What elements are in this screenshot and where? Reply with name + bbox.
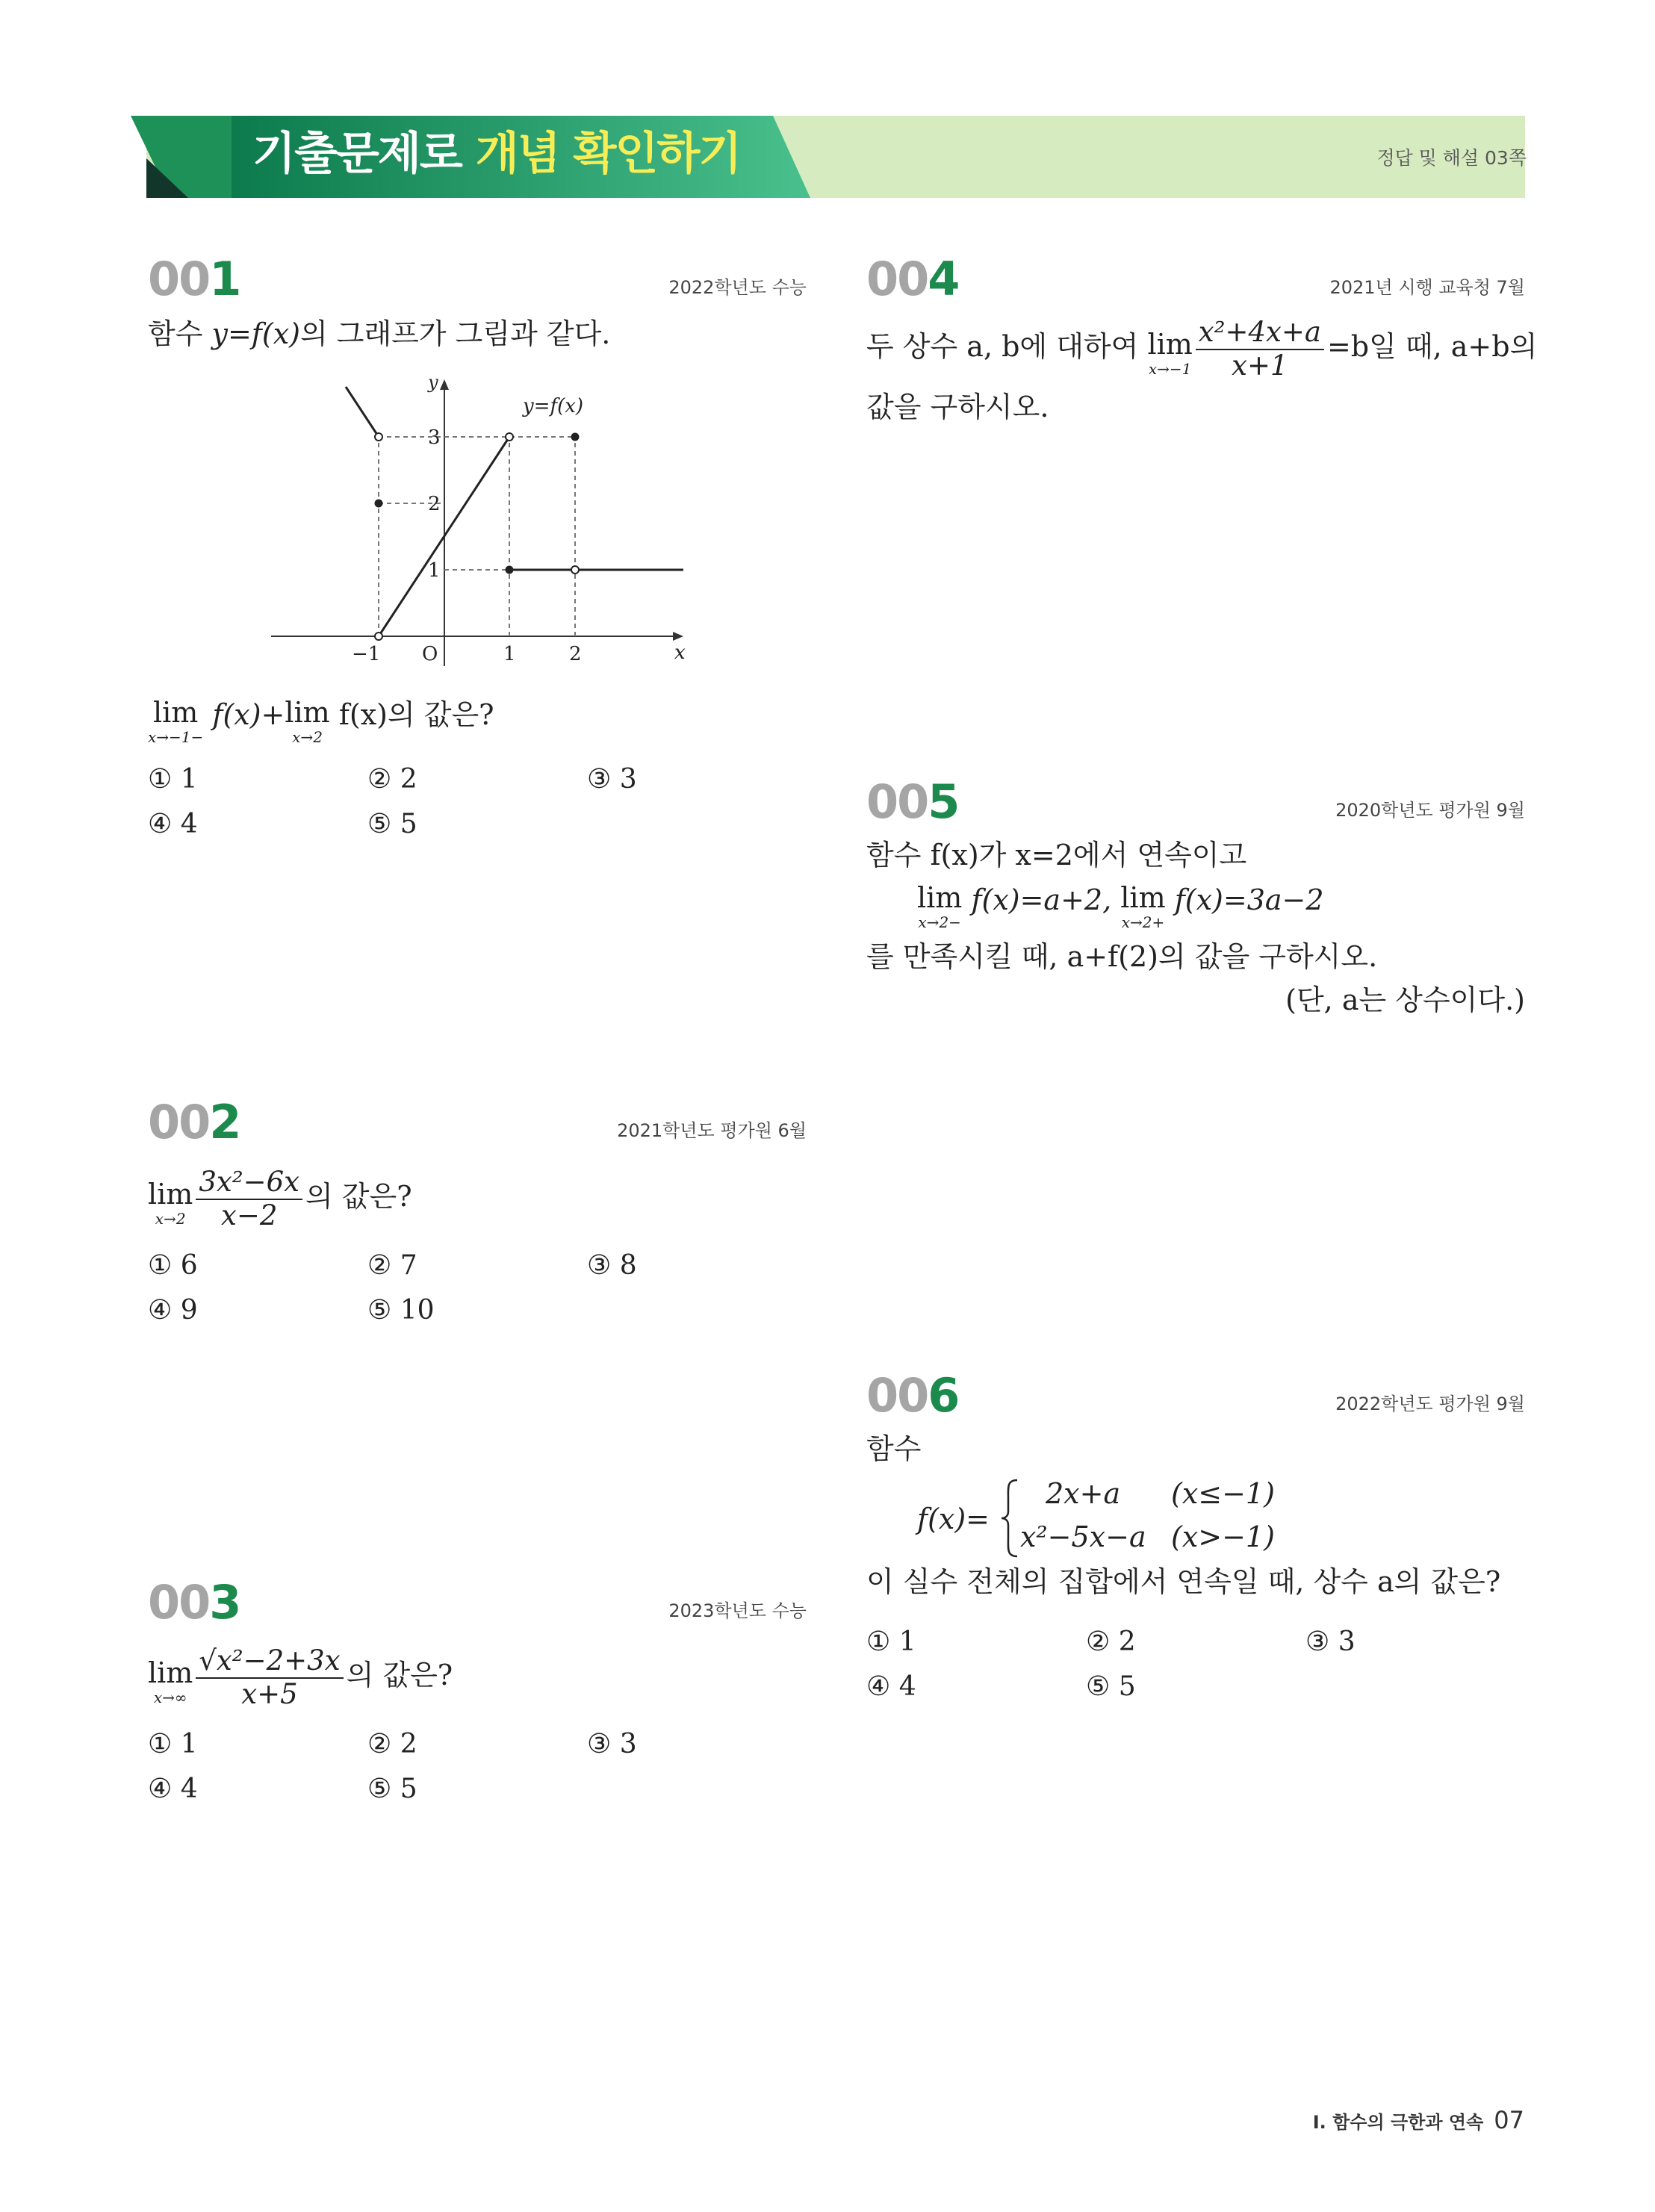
option-3[interactable]: ③ 8: [587, 1250, 637, 1281]
fraction: $\frac{\text{x²+4x+a}}{x+1}$: [1196, 317, 1324, 382]
x-axis-arrow: [673, 632, 683, 641]
problem-condition: (단, a는 상수이다.): [1285, 984, 1525, 1016]
banner-corner-fold: [131, 116, 232, 198]
option-3[interactable]: ③ 3: [587, 1729, 637, 1759]
chapter-title: I. 함수의 극한과 연속: [1312, 2112, 1484, 2133]
problem-line1: 함수 f(x)가 x=2에서 연속이고: [866, 839, 1247, 872]
problem-line3: 를 만족시킬 때, a+f(2)의 값을 구하시오.: [866, 940, 1378, 973]
problem-question: 이 실수 전체의 집합에서 연속일 때, 상수 a의 값은?: [866, 1565, 1501, 1598]
closed-point-minus1-2: [375, 500, 383, 508]
page-number: 07: [1494, 2106, 1524, 2134]
y-axis-label: y: [428, 373, 438, 393]
option-2[interactable]: ② 2: [367, 764, 417, 795]
open-point-minus1-0: [375, 633, 382, 640]
problem-number: 005: [866, 774, 959, 829]
page-footer: [1313, 2106, 1524, 2134]
option-3[interactable]: ③ 3: [1305, 1627, 1356, 1657]
open-point-2-1: [571, 566, 579, 574]
banner-graphic: [0, 0, 1655, 209]
function-graph: [265, 373, 691, 672]
option-1[interactable]: ① 1: [866, 1627, 916, 1657]
title-part-yellow: 개념 확인하기: [475, 128, 741, 180]
problem-number: 004: [866, 252, 959, 306]
problem-limits: lim x→2− f(x)=a+2, lim x→2+ f(x)=3a−2: [917, 881, 1324, 931]
option-4[interactable]: ④ 4: [148, 1774, 198, 1804]
option-5[interactable]: ⑤ 5: [367, 1774, 417, 1804]
fraction: $\frac{\text{3x²−6x}}{x-2}$: [196, 1166, 302, 1231]
problem-statement: 두 상수 a, b에 대하여 lim x→−1 $\frac{\text{x²+4x+a}}{x+1}$ =b일 때, a+b의: [866, 315, 1538, 382]
option-3[interactable]: ③ 3: [587, 764, 637, 795]
limit: lim x→−1: [1147, 328, 1193, 378]
limit: lim x→∞: [148, 1656, 193, 1706]
problem-number: 006: [866, 1368, 959, 1423]
piecewise-label: f(x)=: [917, 1503, 990, 1535]
x-tick-1: 1: [503, 643, 516, 665]
option-2[interactable]: ② 2: [1086, 1627, 1136, 1657]
problem-statement: 함수 y=f(x)의 그래프가 그림과 같다.: [148, 317, 611, 350]
problem-number: 003: [148, 1575, 240, 1630]
header-banner: [0, 0, 1655, 209]
option-2[interactable]: ② 2: [367, 1729, 417, 1759]
problem-004: [866, 252, 1538, 435]
option-4[interactable]: ④ 4: [148, 809, 198, 839]
closed-point-1-1: [506, 566, 514, 574]
case1-condition: (x≤−1): [1171, 1477, 1275, 1510]
problem-source: 2022학년도 평가원 9월: [1335, 1394, 1525, 1414]
case2-condition: (x>−1): [1171, 1520, 1275, 1553]
x-tick-2: 2: [569, 643, 582, 665]
y-tick-3: 3: [428, 426, 441, 449]
problem-source: 2021학년도 평가원 6월: [617, 1120, 807, 1141]
y-tick-1: 1: [428, 559, 441, 582]
problem-003: [148, 1575, 807, 1804]
case1-expression: 2x+a: [1046, 1477, 1121, 1510]
y-axis-arrow: [440, 379, 449, 390]
limit: lim x→2: [148, 1178, 193, 1228]
piecewise-brace: [999, 1477, 1020, 1559]
problem-source: 2022학년도 수능: [668, 277, 807, 298]
problem-005: [866, 774, 1525, 1025]
x-axis-label: x: [674, 641, 686, 664]
problem-source: 2023학년도 수능: [668, 1600, 807, 1621]
problem-number: 002: [148, 1095, 240, 1149]
problem-question: lim x→−1− f(x)+ lim x→2 f(x)의 값은?: [148, 696, 494, 746]
origin-label: O: [422, 643, 438, 665]
limit-at-2: lim x→2: [285, 696, 330, 746]
limit-right: lim x→2+: [1120, 881, 1166, 931]
option-4[interactable]: ④ 9: [148, 1295, 198, 1326]
option-2[interactable]: ② 7: [367, 1250, 417, 1281]
graph-left-segment: [346, 387, 379, 437]
page-title: [252, 118, 740, 182]
x-tick-minus1: −1: [352, 643, 381, 665]
open-point-1-3: [506, 433, 513, 441]
problem-source: 2020학년도 평가원 9월: [1335, 800, 1525, 821]
option-1[interactable]: ① 6: [148, 1250, 198, 1281]
fraction: $\frac{\text{√x²−2+3x}}{x+5}$: [196, 1645, 343, 1710]
option-5[interactable]: ⑤ 10: [367, 1295, 435, 1326]
problem-002: [148, 1095, 807, 1326]
title-part-white: 기출문제로: [252, 128, 462, 180]
closed-point-2-3: [571, 433, 580, 441]
function-label: y=f(x): [523, 395, 584, 417]
option-5[interactable]: ⑤ 5: [367, 809, 417, 839]
problem-statement-line2: 값을 구하시오.: [866, 391, 1049, 423]
answer-reference: 정답 및 해설 03쪽: [1376, 147, 1527, 169]
problem-question: lim x→∞ $\frac{\text{√x²−2+3x}}{x+5}$ 의 값은?: [148, 1644, 453, 1710]
option-4[interactable]: ④ 4: [866, 1671, 916, 1702]
option-1[interactable]: ① 1: [148, 1729, 198, 1759]
limit-left: lim x→−1−: [148, 696, 204, 746]
option-5[interactable]: ⑤ 5: [1086, 1671, 1136, 1702]
problem-number: 001: [148, 252, 240, 306]
problem-line1: 함수: [866, 1432, 922, 1465]
problem-006: [866, 1368, 1525, 1702]
case2-expression: x²−5x−a: [1020, 1520, 1146, 1553]
y-tick-2: 2: [428, 493, 441, 515]
limit-left: lim x→2−: [917, 881, 963, 931]
open-point-minus1-3: [375, 433, 382, 441]
option-1[interactable]: ① 1: [148, 764, 198, 795]
problem-question: lim x→2 $\frac{\text{3x²−6x}}{x-2}$ 의 값은?: [148, 1165, 412, 1231]
problem-source: 2021년 시행 교육청 7월: [1329, 277, 1525, 298]
